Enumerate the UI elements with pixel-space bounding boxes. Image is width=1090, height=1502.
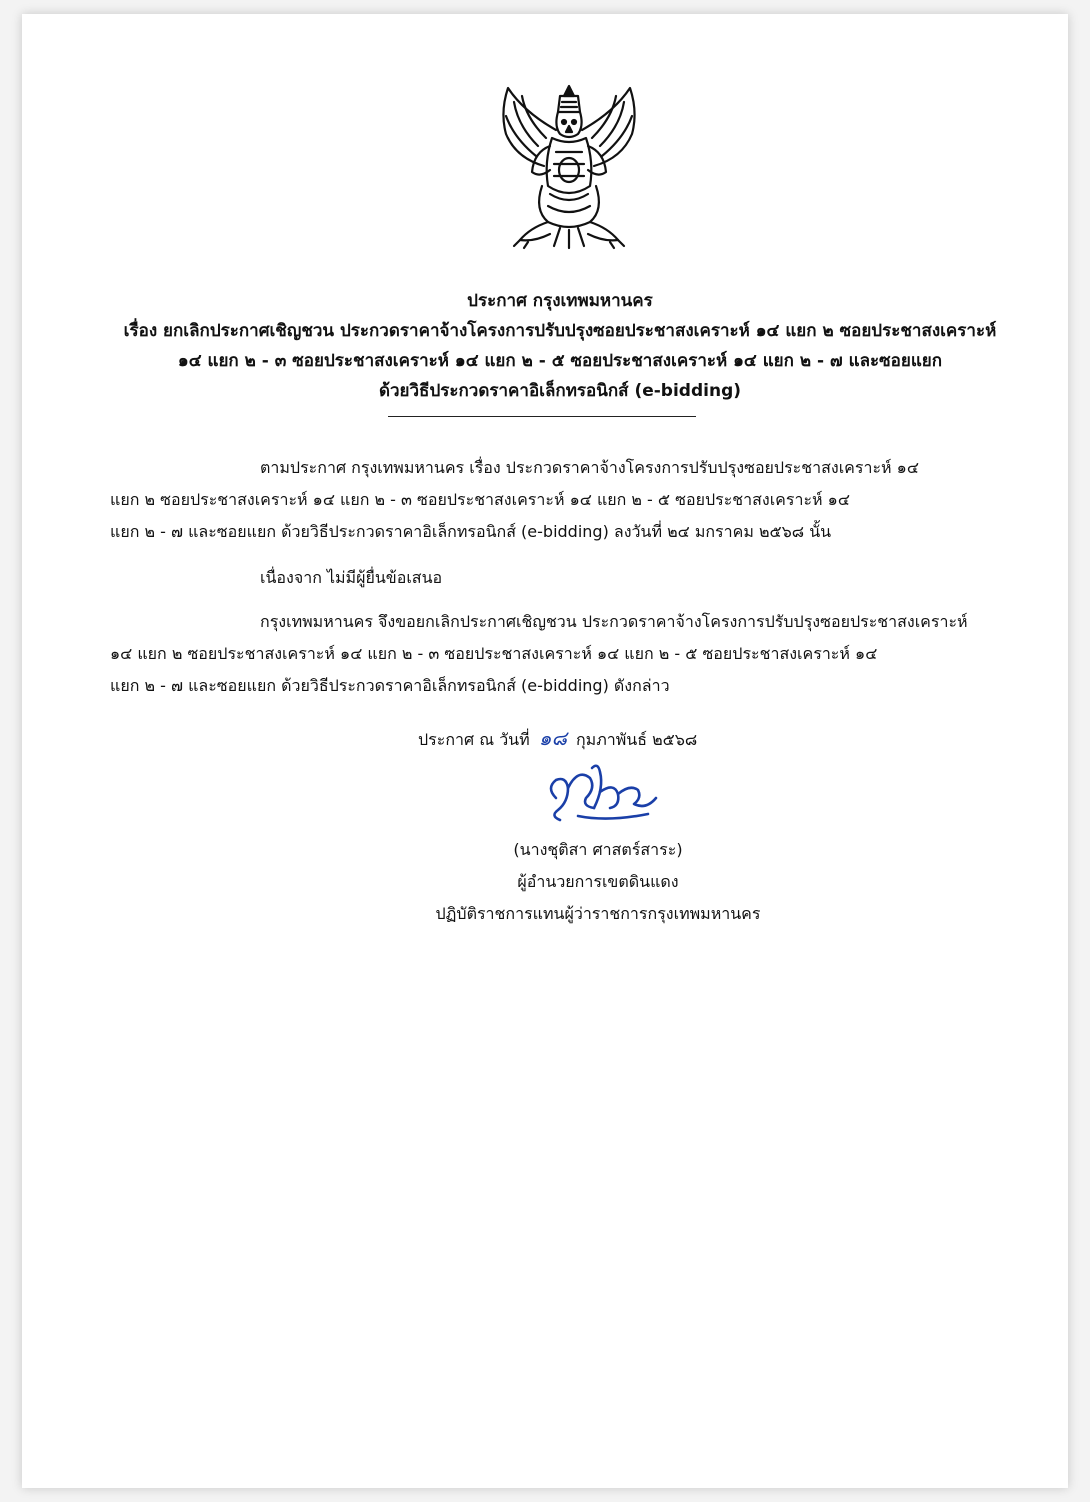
- agency-title: ประกาศ กรุงเทพมหานคร: [467, 291, 653, 311]
- announcement-date: [418, 722, 697, 756]
- paragraph-reason: [110, 562, 1010, 594]
- paragraph-line: ๑๔ แยก ๒ ซอยประชาสงเคราะห์ ๑๔ แยก ๒ - ๓ ซอยประชาสงเคราะห์ ๑๔ แยก ๒ - ๕ ซอยประชาสงเคราะห์ ๑๔: [110, 644, 878, 663]
- paragraph-line: เนื่องจาก ไม่มีผู้ยื่นข้อเสนอ: [260, 568, 443, 587]
- subject-line-1: เรื่อง ยกเลิกประกาศเชิญชวน ประกวดราคาจ้างโครงการปรับปรุงซอยประชาสงเคราะห์ ๑๔ แยก ๒ ซอยประชาสงเคราะห์: [123, 321, 997, 341]
- title-divider: [388, 416, 696, 417]
- paragraph-line: แยก ๒ - ๗ และซอยแยก ด้วยวิธีประกวดราคาอิเล็กทรอนิกส์ (e-bidding) ดังกล่าว: [110, 676, 670, 695]
- date-prefix: ประกาศ ณ วันที่: [418, 730, 530, 749]
- signer-name: (นางชุติสา ศาสตร์สาระ): [513, 840, 683, 859]
- document-page: [22, 14, 1068, 1488]
- signer-acting-for: ปฏิบัติราชการแทนผู้ว่าราชการกรุงเทพมหานคร: [435, 904, 761, 923]
- paragraph-line: กรุงเทพมหานคร จึงขอยกเลิกประกาศเชิญชวน ประกวดราคาจ้างโครงการปรับปรุงซอยประชาสงเคราะห์: [260, 612, 968, 631]
- handwritten-signature-icon: [538, 758, 668, 828]
- announcement-heading: [60, 286, 1060, 406]
- signer-details: [418, 834, 778, 930]
- paragraph-cancellation: [110, 606, 1010, 702]
- subject-line-3: ด้วยวิธีประกวดราคาอิเล็กทรอนิกส์ (e-bidding): [378, 381, 742, 401]
- paragraph-line: แยก ๒ ซอยประชาสงเคราะห์ ๑๔ แยก ๒ - ๓ ซอยประชาสงเคราะห์ ๑๔ แยก ๒ - ๕ ซอยประชาสงเคราะห์ ๑๔: [110, 490, 850, 509]
- date-month-year: กุมภาพันธ์ ๒๕๖๘: [575, 730, 698, 749]
- handwritten-day: ๑๘: [538, 726, 567, 750]
- garuda-emblem-icon: [494, 82, 644, 250]
- paragraph-line: ตามประกาศ กรุงเทพมหานคร เรื่อง ประกวดราคาจ้างโครงการปรับปรุงซอยประชาสงเคราะห์ ๑๔: [260, 458, 919, 477]
- paragraph-line: แยก ๒ - ๗ และซอยแยก ด้วยวิธีประกวดราคาอิเล็กทรอนิกส์ (e-bidding) ลงวันที่ ๒๔ มกราคม ๒๕๖๘ นั้น: [110, 522, 832, 541]
- signer-position: ผู้อำนวยการเขตดินแดง: [517, 872, 679, 891]
- subject-line-2: ๑๔ แยก ๒ - ๓ ซอยประชาสงเคราะห์ ๑๔ แยก ๒ - ๕ ซอยประชาสงเคราะห์ ๑๔ แยก ๒ - ๗ และซอยแยก: [177, 351, 943, 371]
- paragraph-reference: [110, 452, 1010, 548]
